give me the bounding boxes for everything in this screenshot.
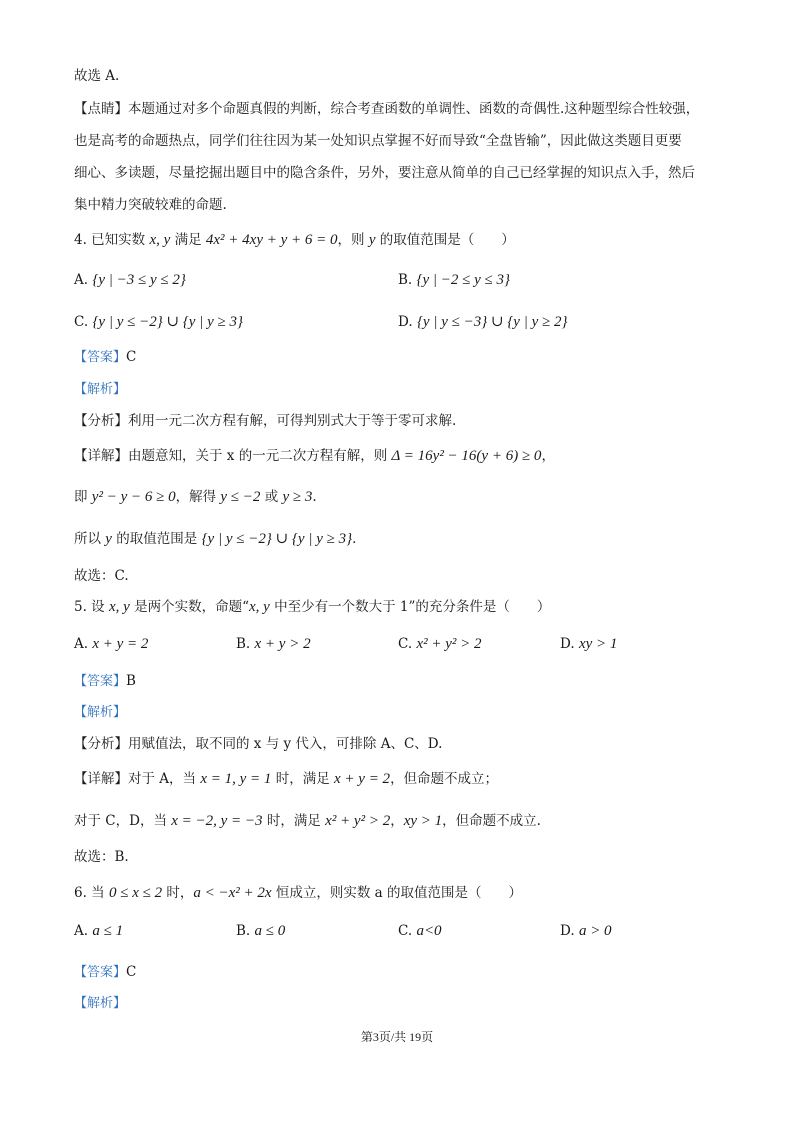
text: 也是高考的命题热点，同学们往往因为某一处知识点掌握不好而导致“全盘皆输”，因此做这类题目更要 (74, 133, 682, 149)
text: 或 (260, 489, 283, 505)
q5-stem (74, 598, 550, 616)
q4-option-a (74, 271, 186, 289)
detail-tag: 【详解】 (74, 448, 128, 464)
answer-tag: 【答案】 (74, 674, 127, 689)
math: xy > 1 (578, 636, 618, 652)
label: B. (236, 636, 251, 652)
analysis-tag: 【解析】 (74, 705, 127, 720)
q5-analysis-header (74, 703, 126, 722)
math: x² + y² > 2 (325, 813, 391, 829)
text: 细心、多读题，尽量挖掘出题目中的隐含条件，另外，要注意从简单的自己已经掌握的知识点入手，然后 (74, 165, 695, 181)
q6-answer (74, 963, 136, 982)
text: 恒成立，则实数 a 的取值范围是（ ） (271, 885, 522, 901)
math: xy > 1 (403, 813, 443, 829)
text: 6. 当 (74, 885, 109, 901)
page-footer: 第3页/共 19页 (360, 1030, 434, 1044)
math: a ≤ 1 (92, 923, 124, 939)
text: 由题意知，关于 x 的一元二次方程有解，则 (128, 448, 392, 464)
text: 对于 A，当 (128, 771, 201, 787)
comment-line-4 (74, 196, 227, 214)
q4-fenxi (74, 412, 456, 430)
math: x, y (249, 599, 270, 615)
answer-value: B (126, 673, 136, 689)
label: D. (560, 923, 575, 939)
math: {y | −2 ≤ y ≤ 3} (416, 272, 511, 288)
text: 故选：B. (74, 849, 129, 865)
text: . (352, 531, 357, 547)
text: 所以 (74, 531, 106, 547)
answer-tag: 【答案】 (74, 350, 127, 365)
text: 满足 (170, 232, 206, 248)
q5-option-b (236, 635, 311, 653)
math: 4x² + 4xy + y + 6 = 0 (205, 232, 338, 248)
math: x + y > 2 (254, 636, 311, 652)
q6-analysis-header (74, 994, 126, 1013)
label: D. (560, 636, 575, 652)
math: x² + y² > 2 (416, 636, 482, 652)
q4-option-b (398, 271, 510, 289)
q5-fenxi (74, 735, 442, 753)
text: 故选：C. (74, 568, 129, 584)
label: C. (398, 923, 413, 939)
math: y ≥ 3 (282, 489, 313, 505)
label: B. (236, 923, 251, 939)
q5-detail-2 (74, 812, 541, 830)
text: 的取值范围是 (111, 531, 202, 547)
q6-option-d (560, 922, 612, 940)
math: Δ = 16y² − 16(y + 6) ≥ 0 (391, 448, 542, 464)
q4-detail-1 (74, 447, 555, 465)
comment-line-3 (74, 164, 695, 182)
math: {y | y ≤ −2} ∪ {y | y ≥ 3} (92, 314, 243, 330)
q4-detail-2 (74, 488, 317, 506)
analysis-tag: 【解析】 (74, 996, 127, 1011)
text: 集中精力突破较难的命题. (74, 197, 227, 213)
q5-option-c (398, 635, 482, 653)
q4-option-d (398, 313, 567, 331)
math: {y | −3 ≤ y ≤ 2} (92, 272, 186, 288)
q4-stem (74, 231, 515, 249)
math: y ≤ −2 (220, 489, 261, 505)
label: C. (398, 636, 413, 652)
q4-option-c (74, 313, 243, 331)
label: A. (74, 923, 89, 939)
q6-option-b (236, 922, 285, 940)
fenxi-tag: 【分析】 (74, 413, 128, 429)
q5-option-d (560, 635, 617, 653)
label: A. (74, 636, 89, 652)
text: . (312, 489, 317, 505)
text: 是两个实数，命题“ (129, 599, 249, 615)
fenxi-tag: 【分析】 (74, 736, 128, 752)
q6-stem (74, 884, 522, 902)
math: {y | y ≤ −3} ∪ {y | y ≥ 2} (416, 314, 568, 330)
math: x + y = 2 (92, 636, 149, 652)
math: a < −x² + 2x (193, 885, 272, 901)
text: 即 (74, 489, 92, 505)
math: y (105, 531, 112, 547)
answer-value: C (126, 349, 137, 365)
q6-option-c (398, 922, 442, 940)
q6-option-a (74, 922, 123, 940)
text: 时， (162, 885, 194, 901)
text: ，解得 (175, 489, 221, 505)
comment-line-2 (74, 132, 682, 150)
math: x + y = 2 (334, 771, 391, 787)
text: 本题通过对多个命题真假的判断，综合考查函数的单调性、函数的奇偶性.这种题型综合性较强， (128, 101, 700, 117)
detail-tag: 【详解】 (74, 771, 128, 787)
q5-option-a (74, 635, 148, 653)
text: 时，满足 (271, 771, 334, 787)
label: D. (398, 314, 413, 330)
math: a ≤ 0 (254, 923, 286, 939)
text: 4. 已知实数 (74, 232, 150, 248)
q4-conclusion (74, 567, 129, 585)
q4-answer (74, 348, 136, 367)
q4-analysis-header (74, 380, 126, 399)
text: ，则 (337, 232, 369, 248)
math: y² − y − 6 ≥ 0 (91, 489, 176, 505)
math: x, y (149, 232, 171, 248)
math: x = −2, y = −3 (171, 813, 263, 829)
math: 0 ≤ x ≤ 2 (108, 885, 163, 901)
text: 故选 A. (74, 68, 120, 84)
math: x, y (108, 599, 130, 615)
text: 对于 C，D，当 (74, 813, 172, 829)
answer-value: C (126, 964, 137, 980)
text: ，但命题不成立. (442, 813, 541, 829)
math: a > 0 (578, 923, 612, 939)
label: C. (74, 314, 89, 330)
math: x = 1, y = 1 (200, 771, 272, 787)
text: ， (541, 448, 555, 464)
text: 中至少有一个数大于 1”的充分条件是（ ） (269, 599, 551, 615)
math: a<0 (416, 923, 442, 939)
math: y (368, 232, 376, 248)
text: ， (390, 813, 404, 829)
text: 5. 设 (74, 599, 109, 615)
q5-detail-1 (74, 770, 498, 788)
text: 的取值范围是（ ） (375, 232, 515, 248)
answer-tag: 【答案】 (74, 965, 127, 980)
q4-detail-3 (74, 530, 356, 548)
label: B. (398, 272, 413, 288)
q5-conclusion (74, 848, 129, 866)
text: 利用一元二次方程有解，可得判别式大于等于零可求解. (128, 413, 457, 429)
text: ，但命题不成立； (390, 771, 499, 787)
math: {y | y ≤ −2} ∪ {y | y ≥ 3} (201, 531, 353, 547)
text: 用赋值法，取不同的 x 与 y 代入，可排除 A、C、D. (128, 736, 443, 752)
comment-tag: 【点睛】 (74, 101, 128, 117)
analysis-tag: 【解析】 (74, 382, 127, 397)
q5-answer (74, 672, 136, 691)
conclusion-line (74, 67, 119, 85)
label: A. (74, 272, 89, 288)
comment-line-1 (74, 100, 699, 118)
text: 时，满足 (262, 813, 326, 829)
